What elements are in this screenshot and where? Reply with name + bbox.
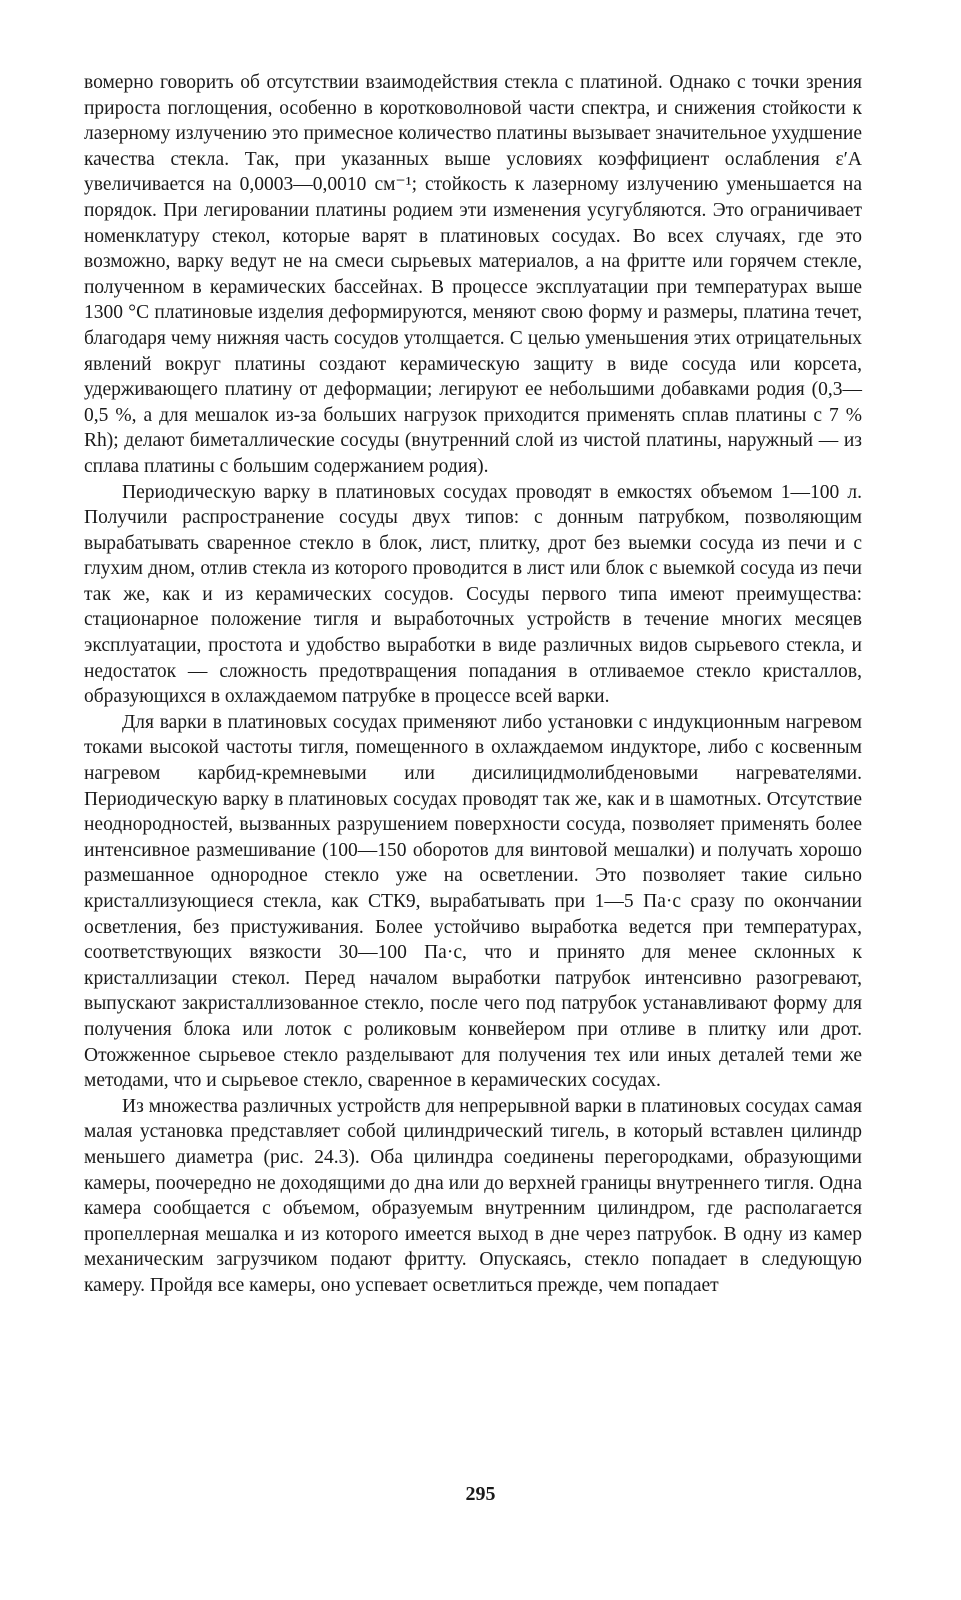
paragraph-periodic-melting: Периодическую варку в платиновых сосудах проводят в емкостях объемом 1—100 л. Получили распространение сосуды двух типов: с донным патрубком, позволяющим вырабатывать сваренное стекло в блок, лист, плитку, дрот без выемки сосуда из печи и с глухим дном, отлив стекла из которого проводится в лист или блок с выемкой сосуда из печи так же, как и из керамических сосудов. Сосуды первого типа имеют преимущества: стационарное положение тигля и выработочных устройств в течение многих месяцев эксплуатации, простота и удобство выработки в виде различных видов сырьевого стекла, и недостаток — сложность предотвращения попадания в отливаемое стекло кристаллов, образующихся в охлаждаемом патрубке в процессе всей варки. — [84, 481, 862, 708]
page-number: 295 — [465, 1483, 496, 1505]
paragraph-heating-methods: Для варки в платиновых сосудах применяют либо установки с индукционным нагревом токами высокой частоты тигля, помещенного в охлаждаемом индукторе, либо с косвенным нагревом карбид-кремневыми или дисилицидмолибденовыми нагревателями. Периодическую варку в платиновых сосудах проводят так же, как и в шамотных. Отсутствие неоднородностей, вызванных разрушением поверхности сосуда, позволяет применять более интенсивное размешивание (100—150 оборотов для винтовой мешалки) и получать хорошо размешанное однородное стекло уже на осветлении. Это позволяет такие сильно кристаллизующиеся стекла, как СТК9, вырабатывать при 1—5 Па·с сразу по окончании осветления, без пристуживания. Более устойчиво выработка ведется при температурах, соответствующих вязкости 30—100 Па·с, что и принято для менее склонных к кристаллизации стекол. Перед началом выработки патрубок интенсивно разогревают, выпускают закристаллизованное стекло, после чего под патрубок устанавливают форму для получения блока или лоток с роликовым конвейером при отливе в плитку или дрот. Отожженное сырьевое стекло разделывают для получения тех или иных деталей теми же методами, что и сырьевое стекло, сваренное в керамических сосудах. — [84, 711, 862, 1092]
paragraph-continuous-melting: Из множества различных устройств для непрерывной варки в платиновых сосудах самая малая установка представляет собой цилиндрический тигель, в который вставлен цилиндр меньшего диаметра (рис. 24.3). Оба цилиндра соединены перегородками, образующими камеры, поочередно не доходящими до дна или до верхней границы внутреннего тигля. Одна камера сообщается с объемом, образуемым внутренним цилиндром, где располагается пропеллерная мешалка и из которого имеется выход в дне через патрубок. В одну из камер механическим загрузчиком подают фритту. Опускаясь, стекло попадает в следующую камеру. Пройдя все камеры, оно успевает осветлиться прежде, чем попадает — [84, 1095, 862, 1296]
paragraph-continuation: вомерно говорить об отсутствии взаимодействия стекла с платиной. Однако с точки зрения прироста поглощения, особенно в коротковолновой части спектра, и снижения стойкости к лазерному излучению это примесное количество платины вызывает значительное ухудшение качества стекла. Так, при указанных выше условиях коэффициент ослабления ε′A увеличивается на 0,0003—0,0010 см⁻¹; стойкость к лазерному излучению уменьшается на порядок. При легировании платины родием эти изменения усугубляются. Это ограничивает номенклатуру стекол, которые варят в платиновых сосудах. Во всех случаях, где это возможно, варку ведут не на смеси сырьевых материалов, а на фритте или горячем стекле, полученном в керамических бассейнах. В процессе эксплуатации при температурах выше 1300 °C платиновые изделия деформируются, меняют свою форму и размеры, платина течет, благодаря чему нижняя часть сосудов утолщается. С целью уменьшения этих отрицательных явлений вокруг платины создают керамическую защиту в виде сосуда или корсета, удерживающего платину от деформации; легируют ее небольшими добавками родия (0,3—0,5 %, а для мешалок из-за больших нагрузок приходится применять сплав платины с 7 % Rh); делают биметаллические сосуды (внутренний слой из чистой платины, наружный — из сплава платины с большим содержанием родия). — [84, 72, 862, 477]
page-body — [84, 70, 862, 1299]
